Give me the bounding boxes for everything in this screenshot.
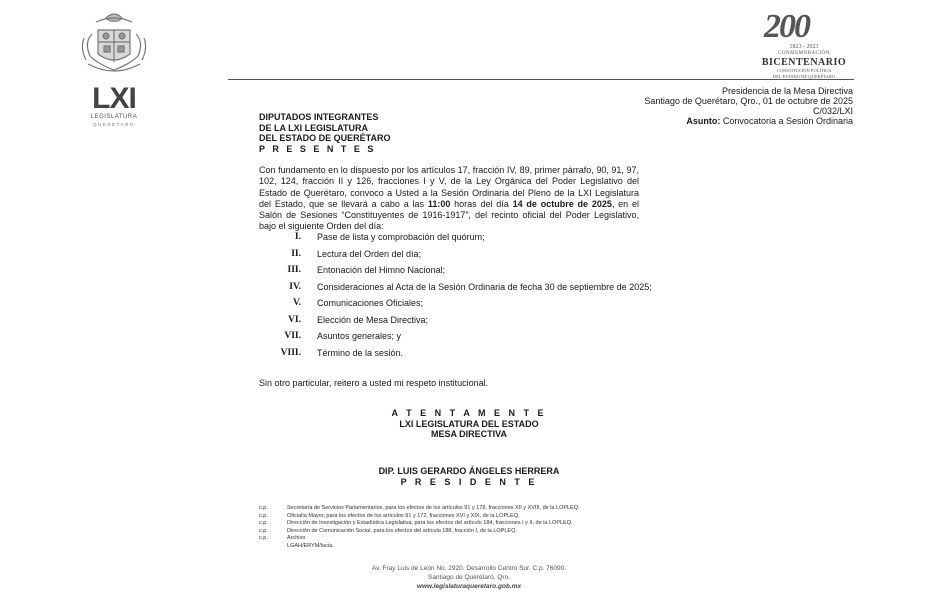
agenda-number: IV.: [289, 281, 301, 292]
footer: [259, 564, 679, 591]
agenda-number: I.: [294, 232, 301, 242]
agenda-text: Consideraciones al Acta de la Sesión Ordinaria de fecha 30 de septiembre de 2025;: [317, 281, 652, 292]
agenda-text: Asuntos generales; y: [317, 331, 402, 341]
footer-city: Santiago de Querétaro, Qro.: [427, 574, 511, 581]
legislature-logo: [78, 8, 150, 128]
cc-text: Dirección de Comunicación Social, para los efectos del artículo 188, fracción I, de la LOPLEQ.: [287, 527, 517, 534]
subject-label: Asunto:: [686, 116, 721, 126]
cc-item: [259, 520, 580, 528]
footer-website-link[interactable]: www.legislaturaqueretaro.gob.mx: [416, 583, 522, 590]
bicentenary-logo: [758, 10, 858, 80]
subject-text: Convocatoria a Sesión Ordinaria: [722, 116, 853, 126]
recipient-line: DEL ESTADO DE QUERÉTARO: [259, 133, 391, 143]
agenda-number: VII.: [284, 331, 301, 341]
cc-text: Archivo: [287, 535, 306, 542]
closing-line: Sin otro particular, reitero a usted mi respeto institucional.: [259, 378, 489, 388]
bicentenary-subtitle-2: DEL ESTADO DE QUERÉTARO: [772, 74, 836, 79]
agenda-number: VIII.: [280, 347, 301, 358]
body-text: , en el Salón de Sesiones “Constituyentes de 1916-1917”, del recinto oficial del Poder Legislativo, bajo el siguiente Orden del día:: [259, 198, 639, 232]
header-subject: [686, 116, 853, 127]
header-place-date: Santiago de Querétaro, Qro., 01 de octubre de 2025: [644, 96, 853, 106]
body-text: horas del día: [450, 198, 513, 209]
cc-item: [259, 513, 580, 521]
bicentenary-commemoration: CONMEMORACIÓN: [778, 51, 830, 56]
agenda-text: Lectura del Orden del día;: [317, 248, 422, 259]
lxi-logo-text: LXI: [92, 82, 136, 115]
queretaro-logo-text: QUERÉTARO: [93, 122, 135, 127]
session-time: 11:00: [427, 198, 451, 209]
signature-org: LXI LEGISLATURA DEL ESTADO: [399, 418, 539, 429]
signer-block: [259, 466, 679, 487]
agenda-text: Pase de lista y comprobación del quórum;: [317, 232, 485, 242]
bicentenary-years: 1823 - 2023: [789, 44, 819, 50]
legislatura-logo-text: LEGISLATURA: [90, 114, 138, 120]
cc-tag: c.p.: [259, 527, 268, 534]
agenda-number: II.: [291, 248, 301, 259]
cc-item: [259, 528, 580, 536]
header-presidency: Presidencia de la Mesa Directiva: [721, 86, 853, 96]
recipient-presentes: P R E S E N T E S: [259, 143, 376, 154]
signature-block: [259, 408, 679, 440]
agenda-text: Entonación del Himno Nacional;: [317, 265, 446, 275]
agenda-text: Elección de Mesa Directiva;: [317, 314, 429, 325]
signer-title: P R E S I D E N T E: [400, 476, 538, 487]
cc-text: Oficialía Mayor, para los efectos de los artículos 91 y 172, fracciones XVI y XIX, de la LOPLEQ.: [287, 512, 520, 519]
recipient-block: [259, 112, 391, 154]
header-reference: C/032/LXI: [812, 106, 853, 116]
coat-of-arms-icon: [78, 8, 150, 84]
header-divider: [228, 79, 854, 80]
agenda-number: V.: [292, 298, 301, 308]
cc-list: [259, 505, 580, 551]
footer-address: Av. Fray Luis de León No. 2920. Desarrollo Centro Sur. C.p. 76090.: [371, 565, 567, 572]
bicentenary-subtitle-1: CONSTITUCIÓN POLÍTICA: [776, 68, 832, 73]
cc-item: [259, 535, 580, 543]
attentively-label: A T E N T A M E N T E: [391, 408, 547, 418]
signer-name: DIP. LUIS GERARDO ÁNGELES HERRERA: [378, 466, 560, 476]
agenda-number: III.: [287, 265, 301, 275]
cc-tag: c.p.: [259, 535, 268, 542]
cc-tag: c.p.: [259, 520, 268, 527]
agenda-text: Término de la sesión.: [317, 347, 404, 358]
cc-text: Secretaría de Servicios Parlamentarios, para los efectos de los artículos 91 y 178, fracciones XII y XVIII, de la LOPLEQ.: [287, 505, 580, 511]
bicentenary-title: BICENTENARIO: [761, 57, 847, 68]
signature-org: MESA DIRECTIVA: [430, 429, 507, 439]
agenda-number: VI.: [288, 314, 301, 325]
session-date: 14 de octubre de 2025: [512, 198, 612, 209]
cc-text: Dirección de Investigación y Estadística Legislativa, para los efectos del artículo 184, fracciones I y II, de la LOPLEQ.: [287, 520, 573, 527]
cc-tag: c.p.: [259, 512, 268, 519]
cc-item: [259, 505, 580, 513]
body-text: Con fundamento en lo dispuesto por los artículos 17, fracción IV, 89, primer párrafo, 90, 91, 97, 102, 124, fracción II y 126, fracciones I y V, de la Ley Orgánica del Poder Legislativo del Estado de Querétaro, convoco a Usted a la Sesión Ordinaria del Pleno de la LXI Legislatura del Estado, que se llevará a cabo a las: [259, 165, 639, 209]
cc-tag: c.p.: [259, 505, 268, 511]
bicentenary-number: 200: [764, 8, 809, 45]
agenda-text: Comunicaciones Oficiales;: [317, 298, 424, 308]
recipient-line: DE LA LXI LEGISLATURA: [259, 122, 368, 133]
cc-reference: LGAH/ERYM/lacia.: [287, 542, 334, 549]
recipient-line: DIPUTADOS INTEGRANTES: [259, 112, 379, 122]
body-paragraph: [259, 165, 639, 233]
